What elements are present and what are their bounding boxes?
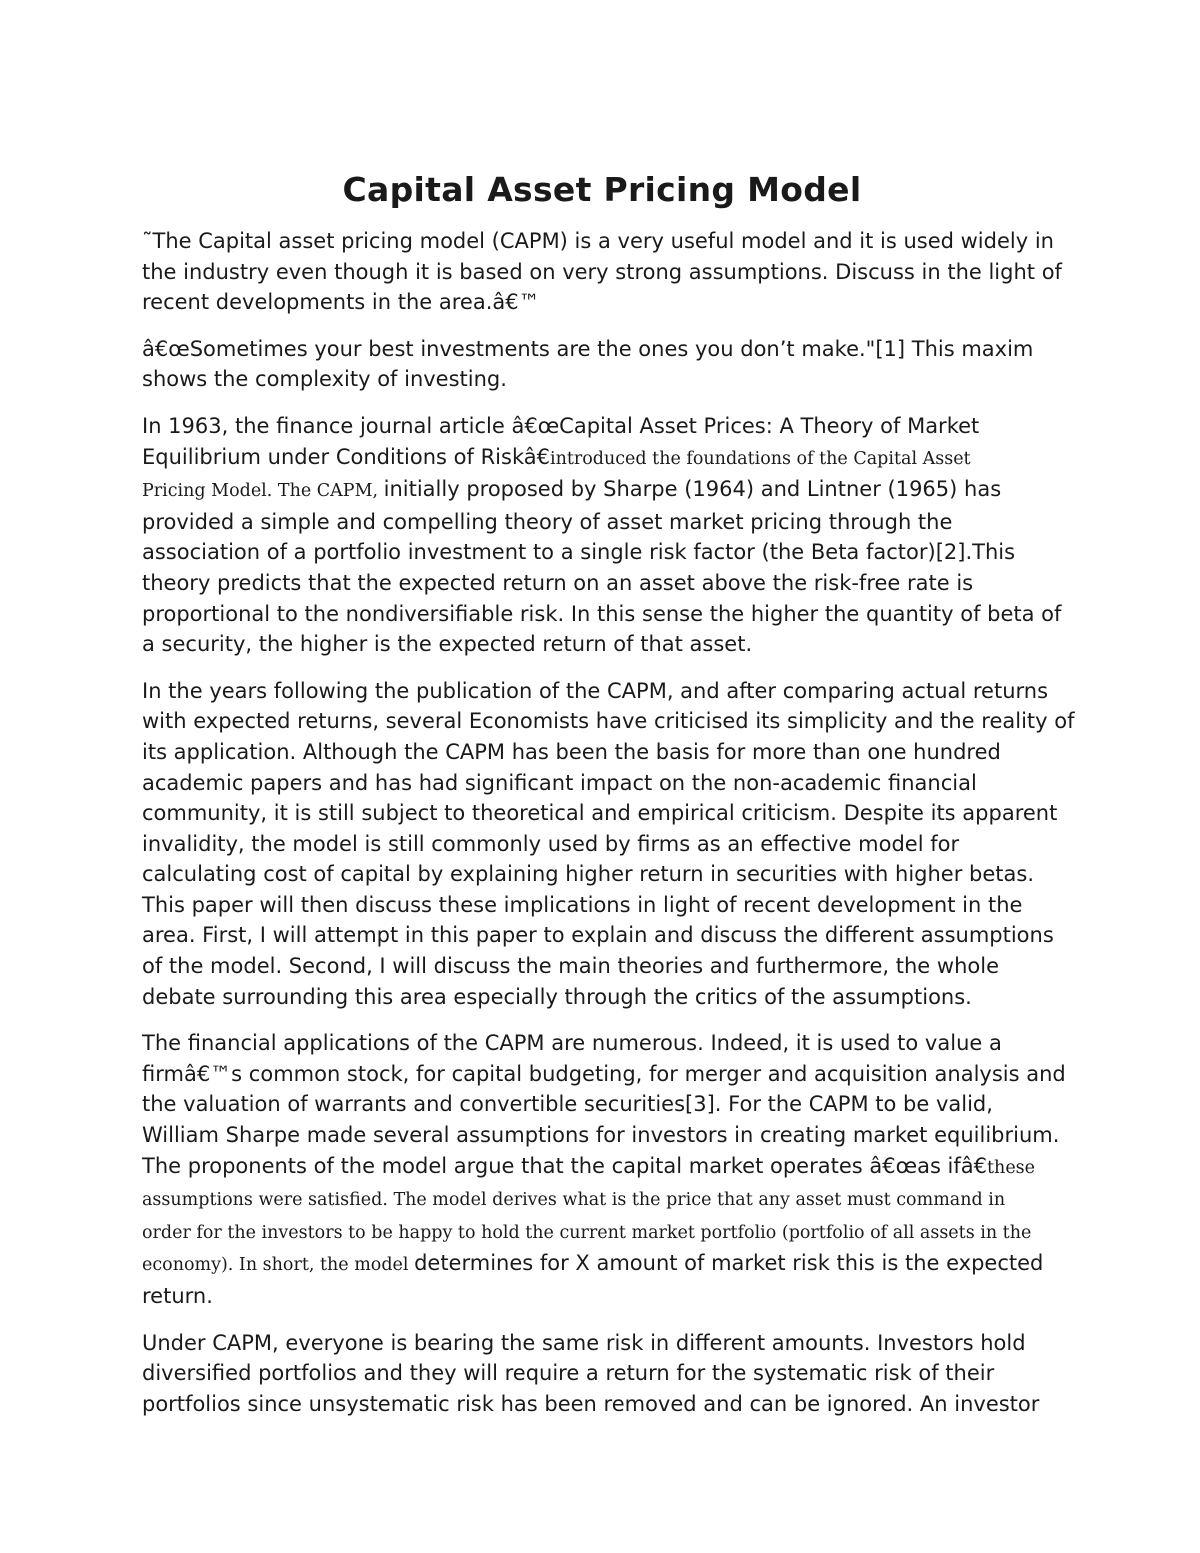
text-line <box>142 226 1062 257</box>
paragraph <box>142 676 1075 1013</box>
text-run: community, it is still subject to theoretical and empirical criticism. Despite its apparent <box>142 801 1058 826</box>
text-run: Pricing Model. The CAPM, <box>142 481 384 502</box>
text-line <box>142 1248 1062 1281</box>
text-run: firmâ€™s common stock, for capital budgeting, for merger and acquisition analysis and <box>142 1061 1066 1086</box>
text-run: In the years following the publication of the CAPM, and after comparing actual returns <box>142 678 1049 703</box>
text-run: these <box>987 1157 1036 1178</box>
text-line <box>142 257 1062 288</box>
document-page <box>142 168 1075 1435</box>
text-run: determines for X amount of market risk this is the expected <box>414 1251 1044 1276</box>
paragraph <box>142 226 1062 318</box>
text-run: The proponents of the model argue that the capital market operates â€œas ifâ€ <box>142 1153 988 1178</box>
text-run: assumptions were satisfied. The model derives what is the price that any asset must command in <box>142 1190 1006 1211</box>
text-line <box>142 982 1062 1013</box>
text-run: of the model. Second, I will discuss the main theories and furthermore, the whole <box>142 954 999 979</box>
text-run: the valuation of warrants and convertible securities[3]. For the CAPM to be valid, <box>142 1092 993 1117</box>
text-line <box>142 599 1062 630</box>
text-run: William Sharpe made several assumptions for investors in creating market equilibrium. <box>142 1123 1060 1148</box>
text-run: This paper will then discuss these implications in light of recent development in the <box>142 892 1023 917</box>
text-run: academic papers and has had significant impact on the non-academic financial <box>142 770 977 795</box>
text-run: order for the investors to be happy to hold the current market portfolio (portfolio of all assets in the <box>142 1222 1032 1243</box>
text-line <box>142 798 1062 829</box>
text-run: diversified portfolios and they will require a return for the systematic risk of their <box>142 1361 995 1386</box>
text-run: In 1963, the finance journal article â€œCapital Asset Prices: A Theory of Market <box>142 413 980 438</box>
text-line <box>142 1089 1062 1120</box>
text-line <box>142 706 1075 737</box>
text-line <box>142 334 1062 365</box>
text-line <box>142 829 1062 860</box>
text-line <box>142 537 1062 568</box>
text-run: provided a simple and compelling theory of asset market pricing through the <box>142 509 953 534</box>
paragraph <box>142 411 1062 660</box>
text-line <box>142 1389 1062 1420</box>
text-run: Equilibrium under Conditions of Riskâ€ <box>142 444 550 469</box>
text-line <box>142 507 1062 538</box>
text-run: ˜The Capital asset pricing model (CAPM) is a very useful model and it is used widely in <box>142 229 1054 253</box>
text-line <box>142 1151 1062 1184</box>
text-line <box>142 1281 1062 1312</box>
text-run: association of a portfolio investment to a single risk factor (the Beta factor)[2].This <box>142 540 1016 565</box>
text-line <box>142 1216 1062 1249</box>
text-line <box>142 442 1062 475</box>
text-line <box>142 287 1062 318</box>
text-line <box>142 1358 1062 1389</box>
text-run: The financial applications of the CAPM are numerous. Indeed, it is used to value a <box>142 1031 1002 1056</box>
text-line <box>142 1183 1062 1216</box>
text-line <box>142 411 1062 442</box>
text-run: its application. Although the CAPM has been the basis for more than one hundred <box>142 739 1001 764</box>
text-line <box>142 1120 1062 1151</box>
text-run: shows the complexity of investing. <box>142 367 507 392</box>
text-line <box>142 951 1062 982</box>
paragraph <box>142 1028 1066 1311</box>
text-line <box>142 676 1062 707</box>
text-run: â€œSometimes your best investments are the ones you don’t make."[1] This maxim <box>142 336 1034 361</box>
text-run: calculating cost of capital by explaining higher return in securities with higher betas. <box>142 862 1034 887</box>
text-line <box>142 474 1062 507</box>
text-run: debate surrounding this area especially through the critics of the assumptions. <box>142 984 972 1009</box>
document-body <box>142 226 1075 1419</box>
text-line <box>142 890 1062 921</box>
text-line <box>142 768 1062 799</box>
text-line <box>142 1328 1062 1359</box>
text-run: initially proposed by Sharpe (1964) and Lintner (1965) has <box>383 477 1002 502</box>
text-line <box>142 364 1062 395</box>
text-line <box>142 629 1062 660</box>
text-run: economy). In short, the model <box>142 1255 415 1276</box>
text-line <box>142 1028 1062 1059</box>
text-line <box>142 859 1062 890</box>
paragraph <box>142 334 1062 395</box>
text-run: a security, the higher is the expected return of that asset. <box>142 632 753 657</box>
text-line <box>142 737 1062 768</box>
text-run: invalidity, the model is still commonly used by firms as an effective model for <box>142 831 960 856</box>
text-run: recent developments in the area.â€™ <box>142 290 540 315</box>
paragraph <box>142 1328 1062 1420</box>
text-run: with expected returns, several Economists have criticised its simplicity and the reality of <box>142 709 1075 734</box>
text-run: introduced the foundations of the Capital Asset <box>549 448 971 469</box>
text-run: the industry even though it is based on very strong assumptions. Discuss in the light of <box>142 259 1062 284</box>
text-run: portfolios since unsystematic risk has been removed and can be ignored. An investor <box>142 1391 1040 1416</box>
text-line <box>142 1059 1066 1090</box>
text-run: return. <box>142 1284 213 1308</box>
text-line <box>142 920 1062 951</box>
text-run: Under CAPM, everyone is bearing the same risk in different amounts. Investors hold <box>142 1330 1026 1355</box>
text-line <box>142 568 1062 599</box>
text-run: theory predicts that the expected return on an asset above the risk-free rate is <box>142 570 974 595</box>
text-run: proportional to the nondiversifiable risk. In this sense the higher the quantity of beta of <box>142 601 1062 626</box>
text-run: area. First, I will attempt in this paper to explain and discuss the different assumptions <box>142 923 1054 948</box>
document-title: Capital Asset Pricing Model <box>342 170 862 209</box>
